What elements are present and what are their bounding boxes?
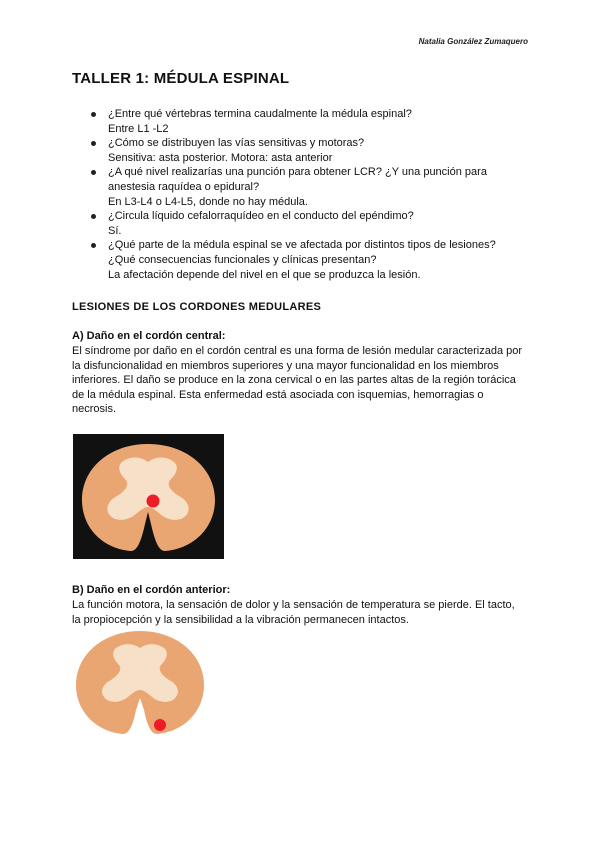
central-cord-heading: A) Daño en el cordón central: xyxy=(72,330,226,342)
paragraph-line: la disfuncionalidad en miembros superiores y una mayor funcionalidad en los miembros xyxy=(72,359,499,372)
question-text: ¿Qué consecuencias funcionales y clínicas presentan? xyxy=(108,253,377,266)
answer-text: Entre L1 -L2 xyxy=(108,122,169,135)
question-text: ¿Qué parte de la médula espinal se ve afectada por distintos tipos de lesiones? xyxy=(108,239,496,252)
answer-text: En L3-L4 o L4-L5, donde no hay médula. xyxy=(108,195,308,208)
lesion-marker xyxy=(154,719,166,731)
paragraph-line: El síndrome por daño en el cordón central es una forma de lesión medular caracterizada por xyxy=(72,345,523,357)
list-item xyxy=(90,136,530,165)
question-text: ¿Circula líquido cefalorraquídeo en el conducto del epéndimo? xyxy=(108,210,414,223)
central-cord-paragraph xyxy=(72,344,532,417)
author-name: Natalia González Zumaquero xyxy=(418,37,528,46)
list-item xyxy=(90,107,530,136)
question-text: ¿Entre qué vértebras termina caudalmente la médula espinal? xyxy=(108,108,412,120)
lesion-marker xyxy=(147,495,160,508)
answer-text: Sí. xyxy=(108,224,122,237)
question-text: anestesia raquídea o epidural? xyxy=(108,180,260,193)
paragraph-line: de la médula espinal. Esta enfermedad está asociada con isquemias, hemorragias o xyxy=(72,388,484,401)
anterior-cord-heading: B) Daño en el cordón anterior: xyxy=(72,584,231,596)
spinal-cord-cross-section-image xyxy=(73,628,208,740)
question-text: ¿A qué nivel realizarías una punción para obtener LCR? ¿Y una punción para xyxy=(108,166,487,179)
spinal-cord-cross-section-image xyxy=(73,434,224,559)
anterior-cord-paragraph xyxy=(72,598,532,627)
page-title: TALLER 1: MÉDULA ESPINAL xyxy=(72,70,290,87)
section-title: LESIONES DE LOS CORDONES MEDULARES xyxy=(72,301,322,313)
paragraph-line: necrosis. xyxy=(72,403,117,416)
paragraph-line: La función motora, la sensación de dolor y la sensación de temperatura se pierde. El tacto, xyxy=(72,599,515,611)
list-item xyxy=(90,238,530,282)
paragraph-line: inferiores. El daño se produce en la zona cervical o en las partes altas de la región torácica xyxy=(72,374,516,387)
central-cord-lesion-figure xyxy=(73,434,224,559)
answer-text: La afectación depende del nivel en el que se produzca la lesión. xyxy=(108,268,421,281)
list-item xyxy=(90,209,530,238)
answer-text: Sensitiva: asta posterior. Motora: asta anterior xyxy=(108,151,333,164)
question-list xyxy=(90,107,530,282)
anterior-cord-lesion-figure xyxy=(73,628,208,740)
paragraph-line: la propiocepción y la sensibilidad a la vibración permanecen intactos. xyxy=(72,613,409,626)
question-text: ¿Cómo se distribuyen las vías sensitivas y motoras? xyxy=(108,137,365,150)
list-item xyxy=(90,165,530,209)
